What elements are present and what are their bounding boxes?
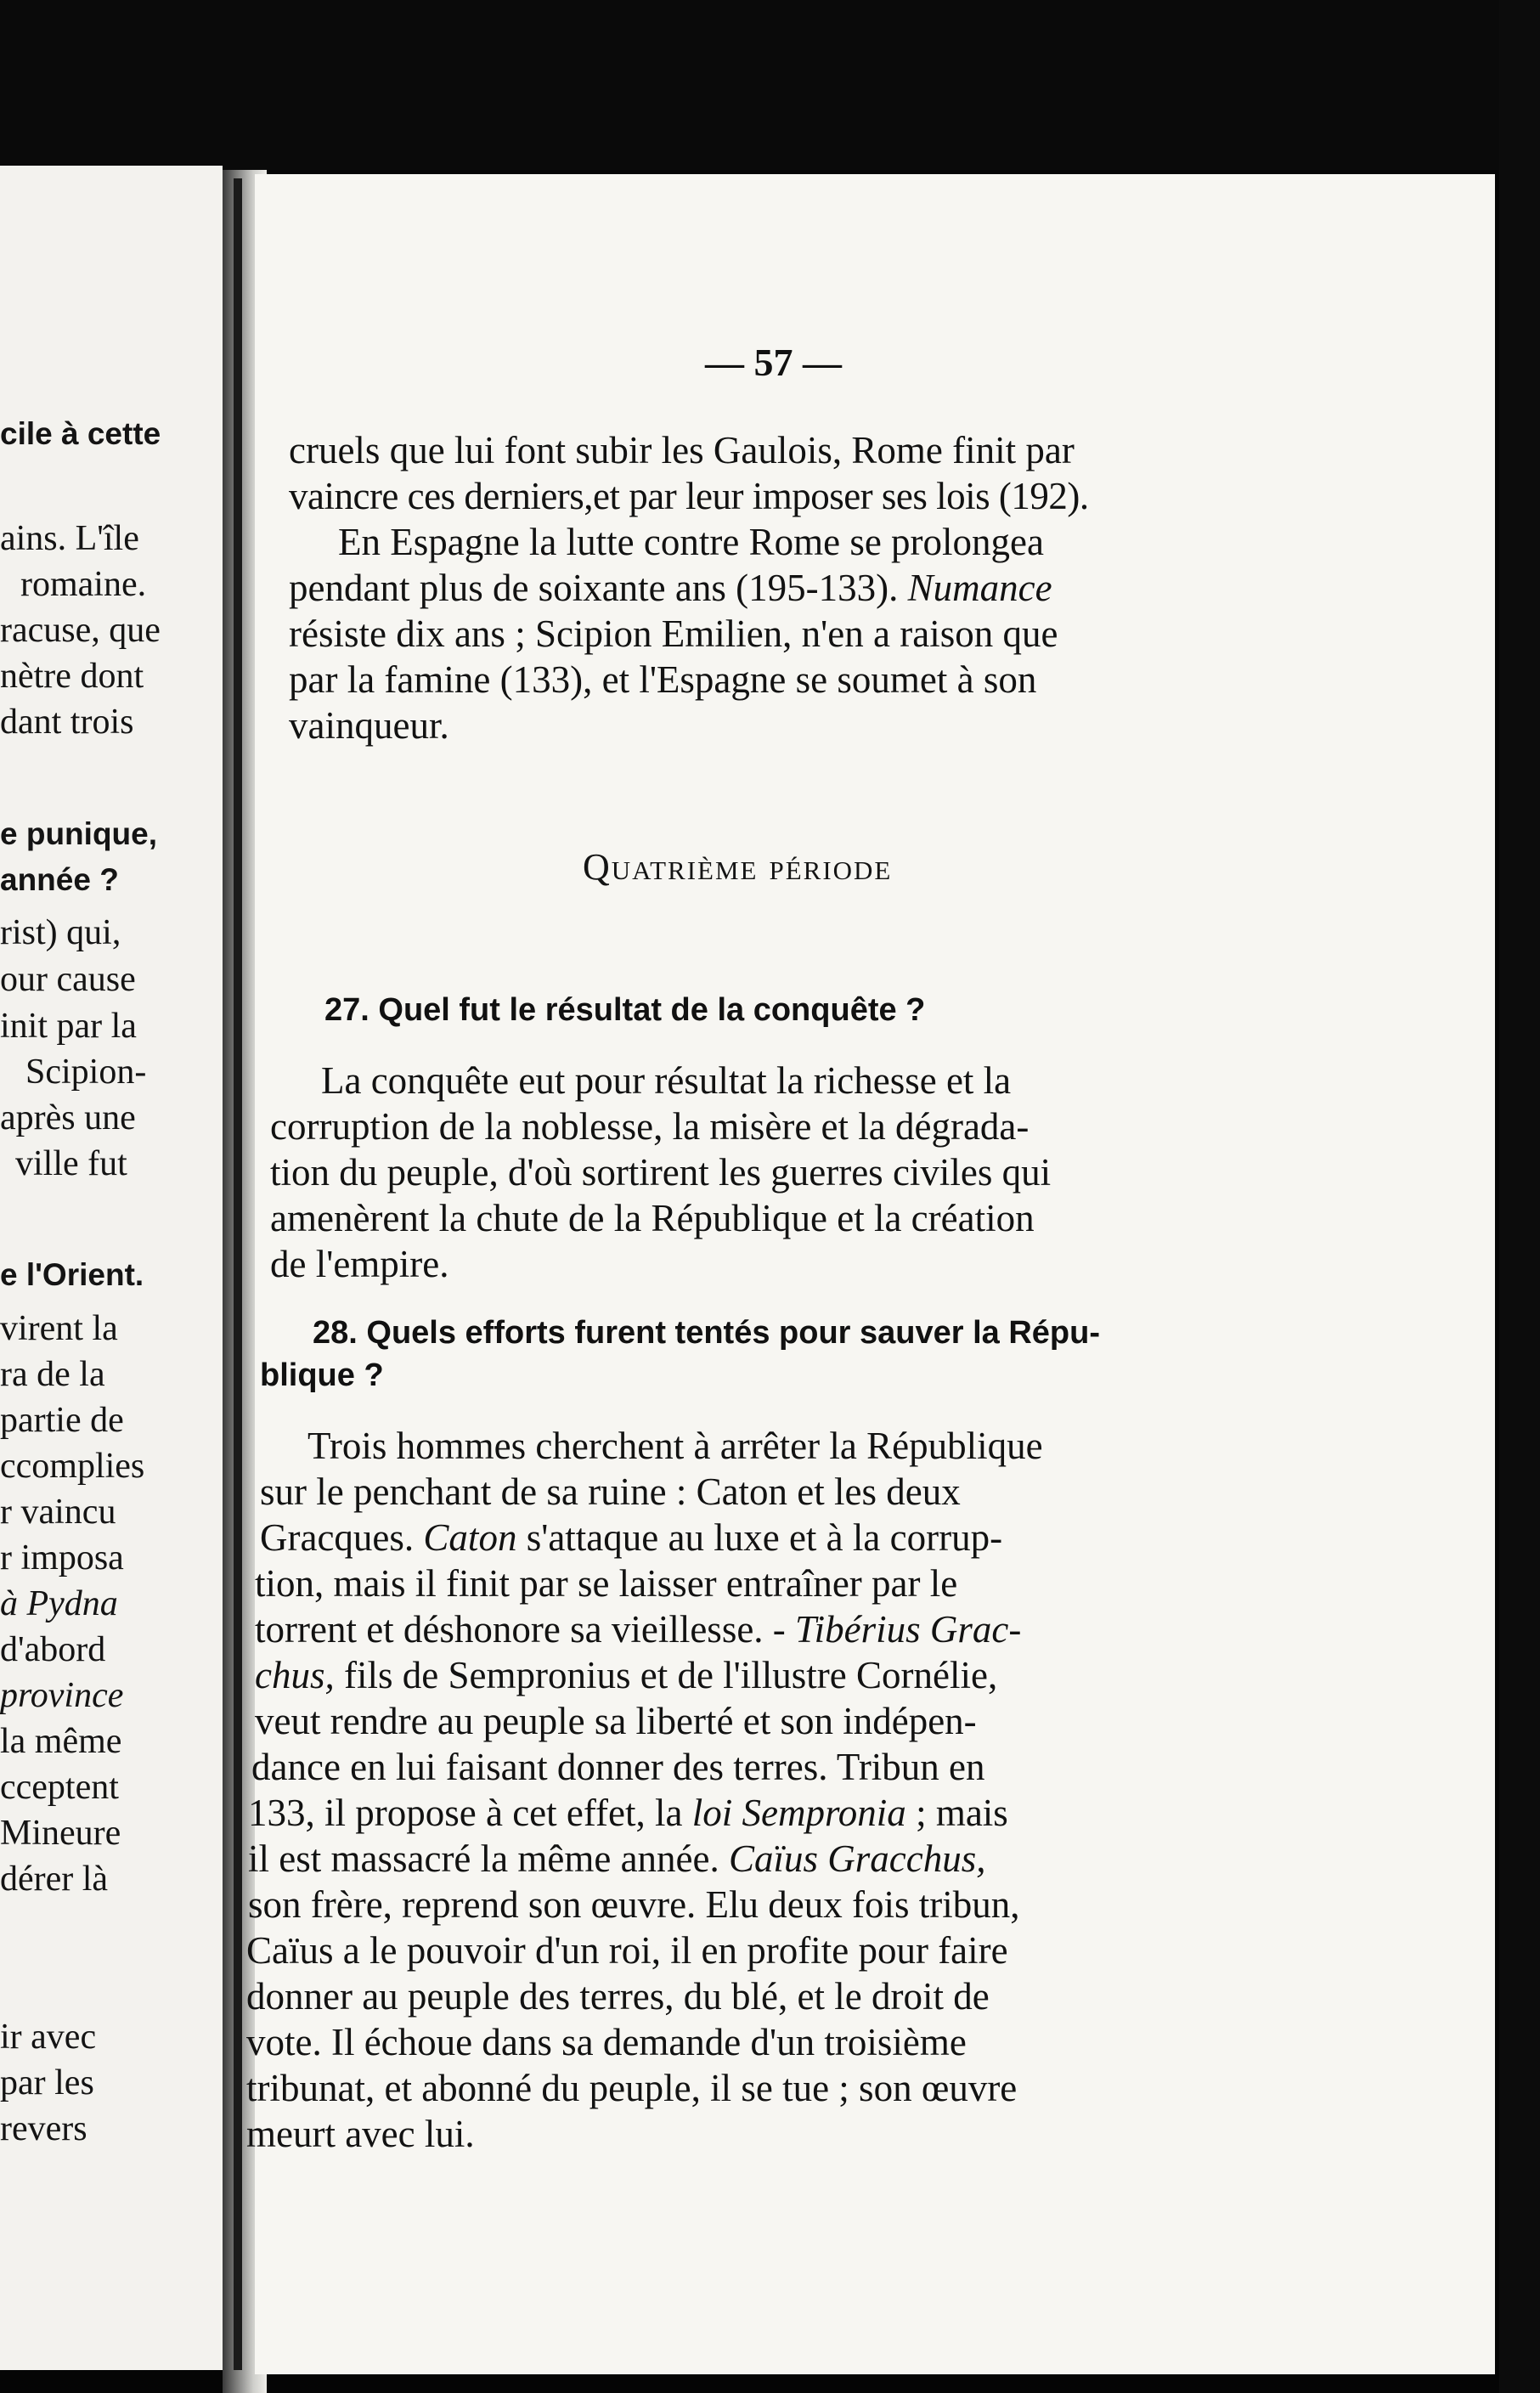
text-line: par la famine (133), et l'Espagne se soumet à son [289,658,1037,701]
text-line: vaincre ces derniers,et par leur imposer ses lois (192). [289,475,1089,517]
left-line: our cause [0,960,136,999]
text-span: il est massacré la même année. [248,1837,729,1880]
text-span: 133, il propose à cet effet, la [248,1792,692,1834]
italic-name: Numance [907,567,1052,609]
italic-name: Caton [423,1516,517,1559]
text-line: résiste dix ans ; Scipion Emilien, n'en a raison que [289,612,1058,655]
left-line: après une [0,1098,136,1137]
text-span: pendant plus de soixante ans (195-133). [289,567,908,609]
text-line: vote. Il échoue dans sa demande d'un troisième [246,2021,967,2063]
section-title: Quatrième période [583,846,893,888]
text-line: tion du peuple, d'où sortirent les guerres civiles qui [270,1151,1052,1194]
italic-name: Caïus Gracchus, [729,1837,986,1880]
text-line: sur le penchant de sa ruine : Caton et les deux [260,1470,961,1513]
left-line: partie de [0,1401,124,1440]
text-span: fils de Sempronius et de l'illustre Cornélie, [334,1654,998,1696]
left-line: ra de la [0,1355,105,1394]
question-heading: 27. Quel fut le résultat de la conquête ? [324,992,926,1028]
left-line: ville fut [15,1144,127,1183]
left-line: cile à cette [0,416,161,451]
text-span: ; mais [905,1792,1008,1834]
text-line [248,1794,1008,1832]
text-line: son frère, reprend son œuvre. Elu deux fois tribun, [248,1883,1020,1926]
text-line: Caïus a le pouvoir d'un roi, il en profite pour faire [246,1929,1008,1972]
text-span: torrent et déshonore sa vieillesse. - [255,1608,796,1651]
text-line: tion, mais il finit par se laisser entraîner par le [255,1562,958,1605]
text-line: En Espagne la lutte contre Rome se prolongea [338,521,1044,563]
text-line: tribunat, et abonné du peuple, il se tue ; son œuvre [246,2067,1018,2109]
text-line [260,1516,1003,1559]
left-line: e l'Orient. [0,1257,144,1292]
left-line: ir avec [0,2018,97,2057]
text-line: veut rendre au peuple sa liberté et son indépen- [255,1700,977,1742]
left-page-fragment [0,166,223,2370]
text-line: donner au peuple des terres, du blé, et le droit de [246,1975,990,2018]
italic-name: loi Sempronia [691,1792,906,1834]
text-line: cruels que lui font subir les Gaulois, Rome finit par [289,429,1075,471]
text-line: Trois hommes cherchent à arrêter la République [307,1425,1043,1467]
left-line: r imposa [0,1538,124,1577]
left-line: e punique, [0,816,157,851]
left-line: romaine. [20,565,147,604]
left-line: dérer là [0,1860,109,1899]
left-line: à Pydna [0,1584,118,1623]
text-span: s'attaque au luxe et à la corrup- [516,1516,1003,1559]
left-line: r vaincu [0,1493,116,1532]
left-line: virent la [0,1309,118,1348]
left-line: la même [0,1722,122,1761]
left-line: init par la [0,1007,137,1046]
gutter-shadow-line [234,178,242,2370]
page-number: — 57 — [705,341,842,384]
left-line: province [0,1676,124,1715]
scan-border-top [0,0,1540,170]
italic-name: Tibérius Grac- [795,1608,1022,1651]
left-line: nètre dont [0,657,144,696]
left-line: revers [0,2109,87,2148]
text-line: meurt avec lui. [246,2113,475,2155]
text-line [255,1608,1022,1651]
text-line: La conquête eut pour résultat la richesse et la [321,1059,1012,1102]
left-line: ccomplies [0,1447,145,1486]
text-span: Gracques. [260,1516,424,1559]
text-line: vainqueur. [289,704,449,747]
left-line: racuse, que [0,611,161,650]
question-heading: blique ? [260,1357,384,1393]
italic-name: chus, [255,1654,335,1696]
text-line [255,1656,997,1695]
left-line: d'abord [0,1630,106,1669]
left-line: année ? [0,862,119,897]
left-line: rist) qui, [0,913,121,952]
left-line: Mineure [0,1814,121,1853]
left-line: dant trois [0,703,134,742]
text-line [289,569,1052,607]
left-line: ains. L'île [0,519,139,558]
scan-border-right [1499,0,1540,2393]
left-line: Scipion- [25,1053,147,1092]
left-line: cceptent [0,1768,119,1807]
text-line: corruption de la noblesse, la misère et la dégrada- [270,1105,1029,1148]
text-line: amenèrent la chute de la République et la création [270,1197,1035,1239]
text-line [248,1837,986,1880]
text-line: dance en lui faisant donner des terres. Tribun en [251,1746,985,1788]
left-line: par les [0,2063,94,2102]
text-line: de l'empire. [270,1243,449,1285]
question-heading: 28. Quels efforts furent tentés pour sauver la Répu- [313,1315,1100,1351]
